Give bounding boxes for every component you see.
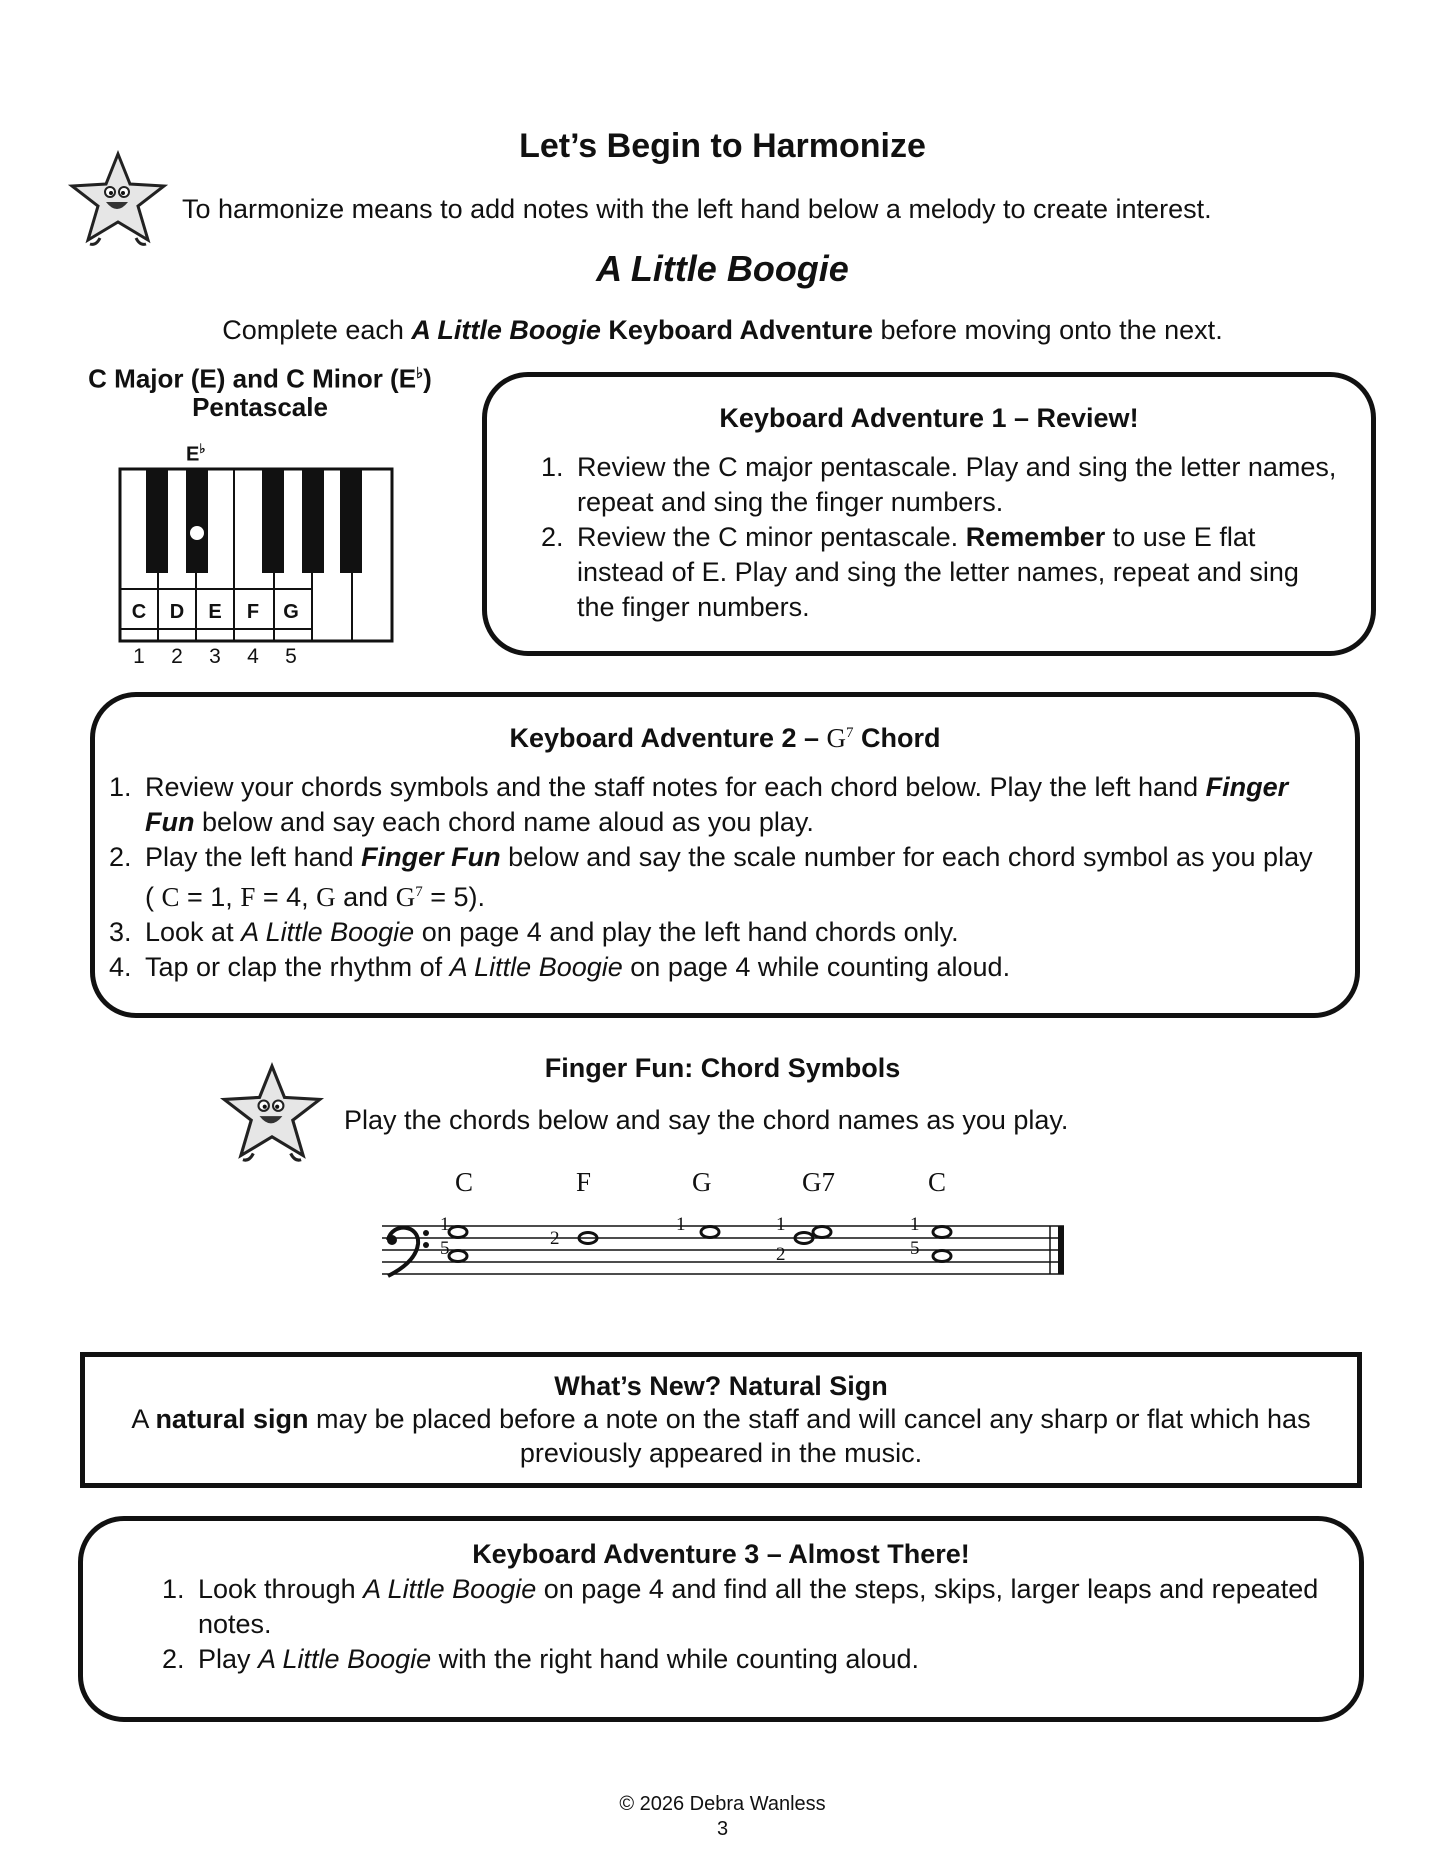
finger-number: 1 bbox=[133, 645, 145, 668]
whats-new-title: What’s New? Natural Sign bbox=[554, 1371, 888, 1401]
finger-fun-text: Play the chords below and say the chord names as you play. bbox=[344, 1105, 1069, 1135]
chord-symbol: G bbox=[395, 882, 416, 912]
key-label: E bbox=[208, 601, 222, 623]
instruction-song: A Little Boogie bbox=[411, 315, 601, 345]
list-item bbox=[571, 520, 1341, 625]
chord-symbol: G7 bbox=[802, 1167, 835, 1197]
flat-sign: ♭ bbox=[416, 365, 424, 382]
whats-new-text bbox=[85, 1402, 1357, 1470]
adventure3-box bbox=[78, 1516, 1364, 1722]
item-bold-italic: Finger Fun bbox=[145, 772, 1289, 837]
finger-numbers bbox=[120, 645, 312, 669]
chord-symbol: C bbox=[455, 1167, 474, 1197]
instruction-text bbox=[0, 315, 1445, 346]
item-text: to use E flat instead of E. Play and sing the letter names, repeat and sing the finger numbers. bbox=[577, 522, 1299, 622]
flat-label bbox=[186, 441, 205, 467]
instruction-mid: Keyboard Adventure bbox=[600, 315, 873, 345]
flat-label-letter: E bbox=[186, 443, 200, 466]
item-text: A bbox=[131, 1404, 156, 1434]
fingering-number: 1 bbox=[676, 1214, 686, 1235]
list-item bbox=[139, 840, 1325, 915]
chord-symbols bbox=[0, 1167, 1445, 1201]
list-item bbox=[192, 1572, 1329, 1642]
pentascale-title-line2: Pentascale bbox=[192, 391, 328, 422]
item-text: = 5). bbox=[422, 882, 485, 912]
fingering-number: 1 bbox=[440, 1214, 450, 1235]
page-title: Let’s Begin to Harmonize bbox=[519, 127, 926, 165]
fingering-number: 2 bbox=[776, 1244, 786, 1265]
item-text: = 4, bbox=[255, 882, 317, 912]
chord-symbol: C bbox=[161, 882, 180, 912]
key-label: C bbox=[131, 601, 147, 623]
page-number: 3 bbox=[716, 1818, 729, 1840]
fingering-number: 1 bbox=[910, 1214, 920, 1235]
key-label: G bbox=[283, 601, 299, 623]
list-item bbox=[139, 950, 1325, 985]
instruction-post: before moving onto the next. bbox=[872, 315, 1223, 345]
title-pre: Keyboard Adventure 2 – bbox=[509, 723, 827, 753]
adventure2-box bbox=[90, 692, 1360, 1018]
item-text: on page 4 and play the left hand chords only. bbox=[414, 917, 959, 947]
adventure3-list bbox=[148, 1572, 1329, 1677]
list-item: 1. Review the C major pentascale. Play and sing the letter names, repeat and sing the finger numbers. bbox=[571, 450, 1341, 520]
item-text: Play bbox=[198, 1644, 259, 1674]
chord-symbol: F bbox=[240, 882, 256, 912]
item-italic: A Little Boogie bbox=[258, 1644, 432, 1674]
intro-text: To harmonize means to add notes with the left hand below a melody to create interest. bbox=[182, 194, 1212, 224]
item-text: on page 4 and find all the steps, skips, larger leaps and repeated notes. bbox=[198, 1574, 1319, 1639]
finger-number: 3 bbox=[209, 645, 221, 668]
item-text: and bbox=[335, 882, 396, 912]
instruction-pre: Complete each bbox=[222, 315, 412, 345]
fingering-numbers bbox=[378, 1214, 1068, 1286]
whats-new-box bbox=[80, 1352, 1362, 1488]
adventure1-box bbox=[482, 372, 1376, 656]
copyright: © 2026 Debra Wanless bbox=[619, 1793, 826, 1815]
chord-sup: 7 bbox=[415, 884, 423, 900]
finger-number: 5 bbox=[285, 645, 297, 668]
title-post: Chord bbox=[853, 723, 941, 753]
list-item bbox=[192, 1642, 1329, 1677]
finger-fun-title: Finger Fun: Chord Symbols bbox=[544, 1053, 901, 1083]
key-label: D bbox=[169, 601, 185, 623]
key-label: F bbox=[246, 601, 260, 623]
footer bbox=[0, 1792, 1445, 1842]
item-italic: A Little Boogie bbox=[449, 952, 623, 982]
item-text: Play the left hand bbox=[145, 842, 362, 872]
item-text: below and say each chord name aloud as you play. bbox=[194, 807, 814, 837]
item-text: Review your chords symbols and the staff notes for each chord below. Play the left hand bbox=[145, 772, 1206, 802]
flat-label-symbol: ♭ bbox=[199, 441, 206, 456]
finger-number: 4 bbox=[247, 645, 259, 668]
adventure2-list bbox=[95, 770, 1325, 985]
pentascale-title bbox=[60, 360, 460, 421]
chord-sup: 7 bbox=[846, 725, 854, 741]
chord-symbol: C bbox=[928, 1167, 947, 1197]
item-bold: natural sign bbox=[155, 1404, 309, 1434]
chord-symbol: G bbox=[692, 1167, 712, 1197]
item-text: on page 4 while counting aloud. bbox=[622, 952, 1011, 982]
fingering-number: 5 bbox=[910, 1238, 920, 1259]
item-text: Look at bbox=[145, 917, 242, 947]
item-text: may be placed before a note on the staff and will cancel any sharp or flat which has previously appeared in the music. bbox=[308, 1404, 1311, 1468]
item-bold: Remember bbox=[965, 522, 1106, 552]
chord-symbol: F bbox=[576, 1167, 592, 1197]
pentascale-title-pre: C Major (E) and C Minor (E bbox=[88, 363, 417, 394]
item-text: below and say the scale number for each chord symbol as you play ( bbox=[145, 842, 1313, 912]
list-item bbox=[139, 915, 1325, 950]
pentascale-title-post: ) bbox=[423, 363, 432, 394]
adventure3-title: Keyboard Adventure 3 – Almost There! bbox=[472, 1539, 970, 1569]
item-italic: A Little Boogie bbox=[241, 917, 415, 947]
item-text: Review the C minor pentascale. bbox=[577, 522, 966, 552]
item-text: with the right hand while counting aloud. bbox=[431, 1644, 919, 1674]
adventure2-title bbox=[95, 723, 1355, 754]
fingering-number: 1 bbox=[776, 1214, 786, 1235]
item-text: Tap or clap the rhythm of bbox=[145, 952, 450, 982]
fingering-number: 5 bbox=[440, 1238, 450, 1259]
list-item bbox=[139, 770, 1325, 840]
item-text: = 1, bbox=[179, 882, 241, 912]
finger-number: 2 bbox=[171, 645, 183, 668]
key-labels bbox=[120, 592, 312, 632]
item-text: Look through bbox=[198, 1574, 364, 1604]
adventure1-title: Keyboard Adventure 1 – Review! bbox=[719, 403, 1139, 433]
chord-symbol: G bbox=[826, 723, 847, 753]
item-italic: A Little Boogie bbox=[363, 1574, 537, 1604]
fingering-number: 2 bbox=[550, 1228, 560, 1249]
adventure1-list bbox=[527, 450, 1341, 625]
song-title: A Little Boogie bbox=[596, 248, 849, 289]
chord-symbol: G bbox=[316, 882, 336, 912]
item-bold-italic: Finger Fun bbox=[361, 842, 501, 872]
